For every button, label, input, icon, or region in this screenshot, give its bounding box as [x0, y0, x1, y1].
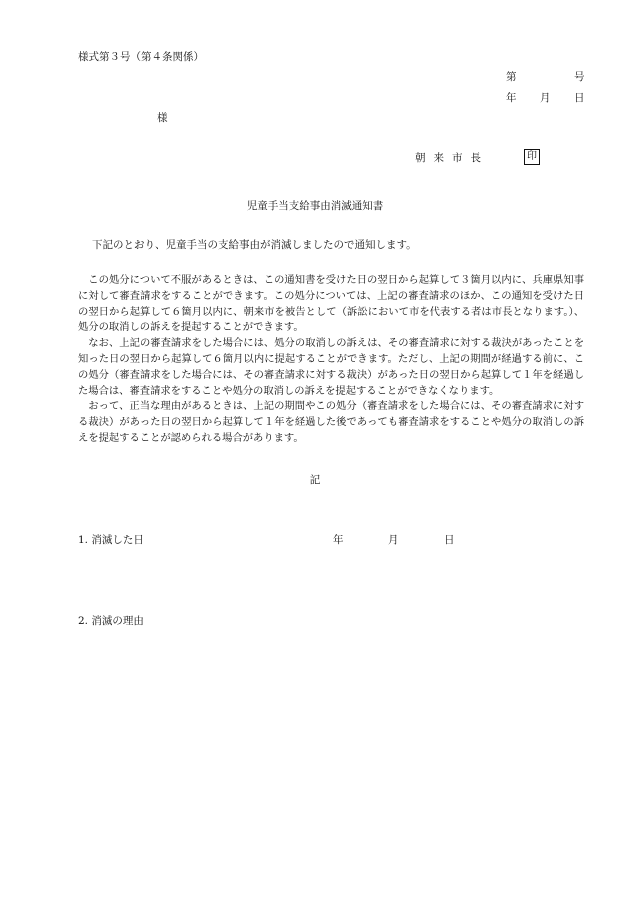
item-extinction-reason-label: 2. 消滅の理由 — [78, 615, 144, 627]
document-number-label: 第 — [506, 71, 517, 83]
item-extinction-date-month: 月 — [388, 534, 399, 546]
seal-mark: 印 — [524, 149, 540, 165]
appeal-paragraph-1: この処分について不服があるときは、この通知書を受けた日の翌日から起算して３箇月以内に、兵庫県知事に対して審査請求をすることができます。この処分については、上記の審査請求のほか、この通知を受けた日の翌日から起算して６箇月以内に、朝来市を被告として（訴訟において市を代表する者は市長となります。）、処分の取消しの訴えを提起することができます。 — [78, 274, 584, 334]
document-number-suffix: 号 — [574, 71, 585, 83]
appeal-paragraph-2: なお、上記の審査請求をした場合には、処分の取消しの訴えは、その審査請求に対する裁決があったことを知った日の翌日から起算して６箇月以内に提起することができます。ただし、上記の期間が経過する前に、この処分（審査請求をした場合には、その審査請求に対する裁決）があった日の翌日から起算して１年を経過した場合は、審査請求をすることや処分の取消しの訴えを提起することができなくなります。 — [78, 337, 584, 397]
issue-date-day: 日 — [574, 92, 585, 104]
recipient-honorific: 様 — [157, 112, 168, 124]
item-extinction-date-year: 年 — [333, 534, 344, 546]
appeal-paragraph-3: おって、正当な理由があるときは、上記の期間やこの処分（審査請求をした場合には、その審査請求に対する裁決）があった日の翌日から起算して１年を経過した後であっても審査請求をすることや処分の取消しの訴えを提起することが認められる場合があります。 — [78, 400, 584, 444]
item-extinction-date-label: 1. 消滅した日 — [78, 534, 144, 546]
issue-date-month: 月 — [540, 92, 551, 104]
appeal-notice — [78, 273, 584, 447]
item-extinction-date-day: 日 — [444, 534, 455, 546]
intro-paragraph: 下記のとおり、児童手当の支給事由が消滅しましたので通知します。 — [92, 239, 417, 251]
document-title: 児童手当支給事由消滅通知書 — [246, 200, 384, 212]
form-number: 様式第３号（第４条関係） — [78, 51, 204, 63]
issue-date-year: 年 — [506, 92, 517, 104]
ki-heading: 記 — [309, 474, 321, 486]
issuer-title: 朝来市長 — [415, 152, 489, 164]
